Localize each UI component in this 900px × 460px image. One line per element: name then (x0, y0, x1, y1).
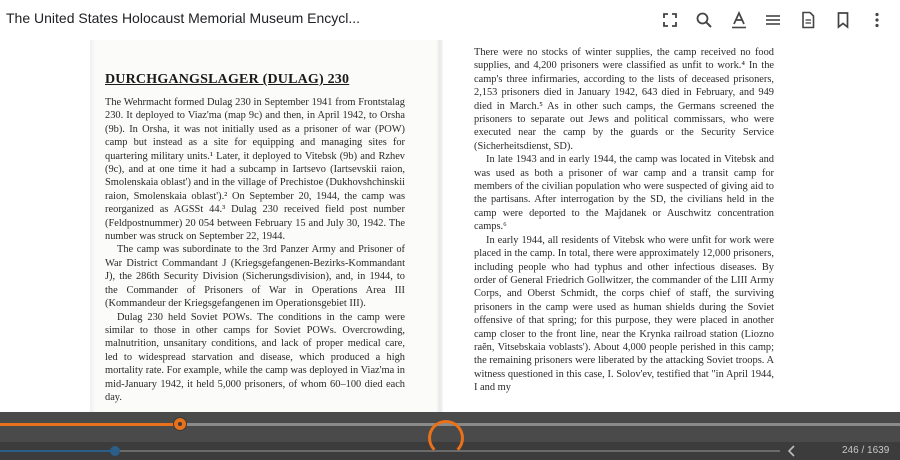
page-gutter (437, 40, 443, 412)
more-vert-icon[interactable] (867, 10, 887, 30)
paragraph: In late 1943 and in early 1944, the camp was located in Vitebsk and was used as both a prisoner of war camp and a transit camp for members of the civilian population who were suspected of giving aid to the partisans. After interrogation by the SD, the civilians held in the camp were deported to the Majdanek or Auschwitz concentration camps.⁶ (474, 154, 774, 233)
bookmark-icon[interactable] (833, 10, 853, 30)
page-slider-fill (0, 450, 116, 452)
document-icon[interactable] (798, 10, 818, 30)
paragraph: In early 1944, all residents of Vitebsk who were unfit for work were placed in the camp. In total, there were approximately 12,000 prisoners, including people who had typhus and other infectious diseases. By order of General Friedrich Gollwitzer, the commander of the LIII Army Corps, and Oberst Schmidt, the corps chief of staff, the surviving prisoners in the camp were used as human shields during the Soviet offensive of that spring; for this purpose, they were placed in another camp closer to the front line, near the Krynka railroad station (Liozno raĕn, Vitsebskaia voblasts'). About 4,000 people perished in this camp; the remaining prisoners were liberated by the attacking Soviet troops. A witness questioned in this case, I. Solov'ev, testified that "in April 1944, I and my (474, 234, 774, 394)
paragraph: The Wehrmacht formed Dulag 230 in September 1941 from Frontstalag 230. It deployed to Viaz'ma (map 9c) and then, in April 1942, to Orsha (9b). In Orsha, it was not initially used as a prisoner of war (POW) camp but instead as a site for equipping and managing sites for quartering military units.¹ Later, it deployed to Vitebsk (9b) and Rzhev (9c), and at one time it had a subcamp in Iartsevo (Iartsevskii raion, Smolenskaia oblast') and in the village of Prechistoe (Dukhovshchinskii raion, Smolenskaia oblast').² On September 20, 1944, the camp was reorganized as AGSSt 44.³ Dulag 230 received field post number (Feldpostnummer) 20 054 between February 15 and July 30, 1942. The number was struck on September 22, 1944. (105, 97, 405, 243)
chevron-left-icon[interactable] (786, 445, 798, 457)
player-controls (0, 412, 900, 460)
left-column (105, 96, 405, 404)
fullscreen-icon[interactable] (660, 10, 680, 30)
paragraph: Dulag 230 held Soviet POWs. The conditions in the camp were similar to those in other camps for Soviet POWs. Overcrowding, malnutrition, unsanitary conditions, and lack of proper medical care, led to widespread starvation and disease, which produced a high mortality rate. For example, while the camp was deployed in Viaz'ma in mid-January 1942, it held 5,000 prisoners, of whom 60–100 died each day. (105, 311, 405, 403)
list-icon[interactable] (763, 10, 783, 30)
paragraph: The camp was subordinate to the 3rd Panzer Army and Prisoner of War District Commandant J (Kriegsgefangenen-Bezirks-Kommandant J), the 286th Security Division (Sicherungsdivision), and, in 1944, to the Commander of Prisoners of War in Operations Area III (Kommandeur der Kriegsgefangenen im Operationsgebiet III). (105, 244, 405, 310)
page-viewport[interactable] (0, 40, 900, 412)
paragraph: There were no stocks of winter supplies, the camp received no food supplies, and 4,200 prisoners were classified as unfit to work.⁴ In the camp's three infirmaries, according to the lists of deceased prisoners, 2,153 prisoners died in January 1942, 643 died in February, and 949 died in March.⁵ As in other such camps, the Germans screened the prisoners to separate out Jews and political commissars, who were executed near the camp by the guards or the Security Service (Sicherheitsdienst, SD). (474, 47, 774, 152)
progress-fill (0, 423, 180, 426)
right-column (474, 46, 774, 395)
document-title: The United States Holocaust Memorial Museum Encycl... (6, 10, 361, 26)
page-slider-thumb[interactable] (110, 446, 120, 456)
entry-heading: DURCHGANGSLAGER (DULAG) 230 (105, 72, 350, 87)
page-indicator: 246 / 1639 (842, 445, 890, 456)
progress-thumb[interactable] (173, 417, 187, 431)
top-toolbar (0, 0, 900, 40)
text-format-icon[interactable] (729, 10, 749, 30)
search-icon[interactable] (694, 10, 714, 30)
play-button[interactable] (428, 420, 464, 456)
